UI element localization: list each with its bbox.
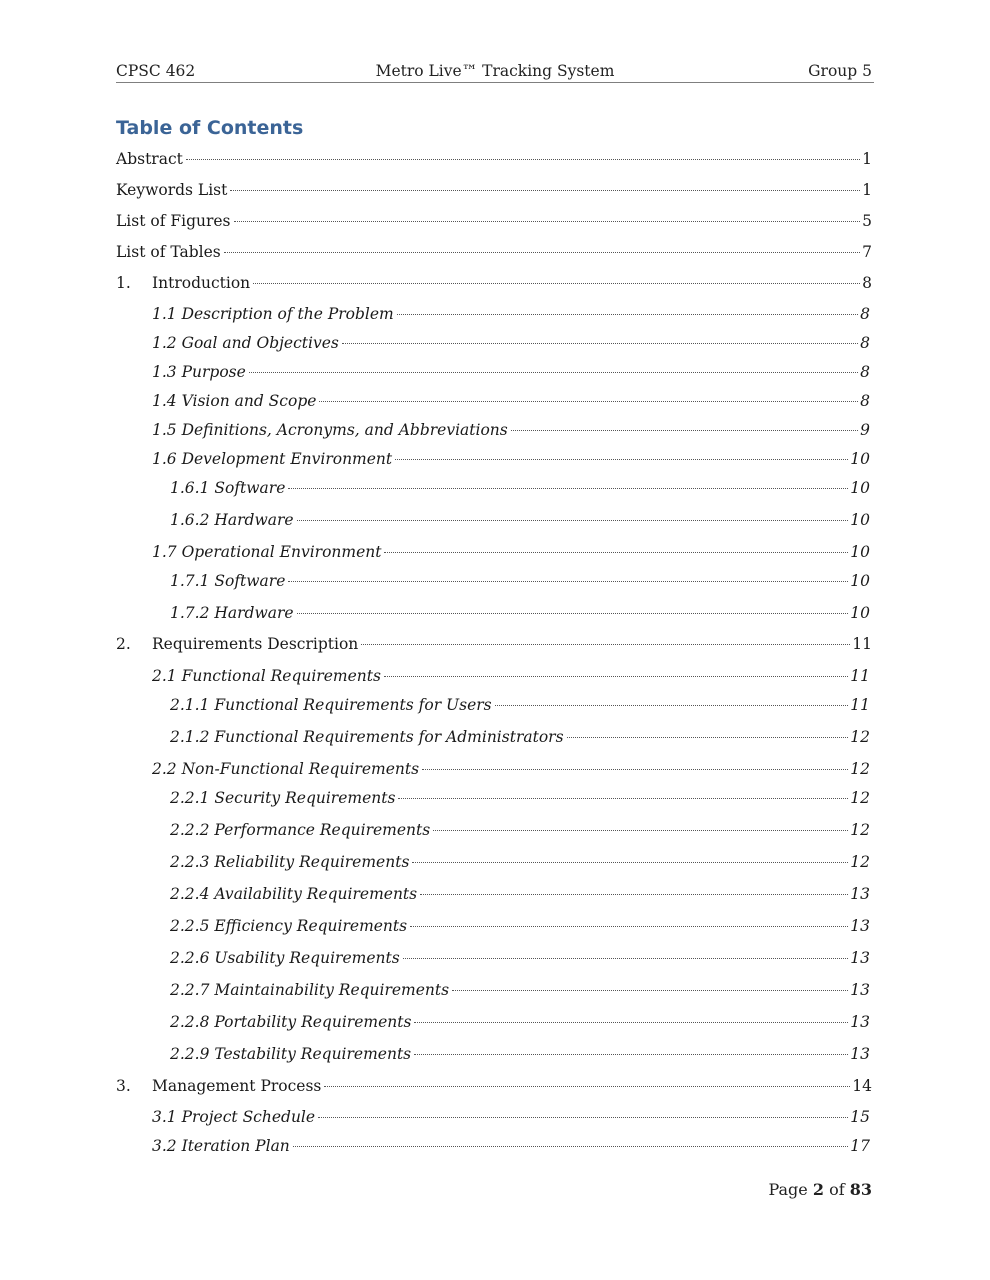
toc-entry-page-number: 8 — [860, 305, 870, 323]
toc-entry-label: List of Figures — [116, 212, 231, 230]
toc-entry[interactable] — [116, 789, 874, 807]
toc-entry-label: 1.6.2 Hardware — [170, 511, 294, 529]
toc-entry-page-number: 13 — [850, 1045, 870, 1063]
dot-leader — [422, 769, 848, 770]
toc-entry-label: 1.7.2 Hardware — [170, 604, 294, 622]
dot-leader — [410, 926, 848, 927]
dot-leader — [511, 430, 858, 431]
toc-entry-page-number: 8 — [862, 274, 872, 292]
toc-entry-label: 2.1.2 Functional Requirements for Administrators — [170, 728, 564, 746]
toc-entry[interactable] — [116, 305, 874, 323]
toc-entry-label: 1.5 Definitions, Acronyms, and Abbreviations — [152, 421, 508, 439]
toc-entry-label: 1.6.1 Software — [170, 479, 286, 497]
dot-leader — [288, 581, 848, 582]
toc-entry[interactable] — [116, 572, 874, 590]
toc-entry[interactable] — [116, 243, 874, 261]
toc-entry-label: 1.2 Goal and Objectives — [152, 334, 339, 352]
toc-entry[interactable] — [116, 511, 874, 529]
dot-leader — [414, 1054, 848, 1055]
toc-entry-label: 2.2.1 Security Requirements — [170, 789, 396, 807]
toc-entry[interactable] — [116, 1013, 874, 1031]
toc-entry-label: Abstract — [116, 150, 183, 168]
dot-leader — [384, 676, 848, 677]
toc-entry-label: Requirements Description — [152, 635, 359, 653]
toc-entry-label: 2.2.7 Maintainability Requirements — [170, 981, 450, 999]
toc-entry[interactable] — [116, 212, 874, 230]
toc-entry-page-number: 12 — [850, 728, 870, 746]
page-header — [116, 60, 874, 83]
toc-entry-page-number: 7 — [862, 243, 872, 261]
dot-leader — [342, 343, 858, 344]
dot-leader — [186, 159, 860, 160]
dot-leader — [234, 221, 861, 222]
toc-entry-label: 1.7.1 Software — [170, 572, 286, 590]
dot-leader — [412, 862, 848, 863]
toc-entry-page-number: 8 — [860, 392, 870, 410]
footer-total-pages: 83 — [849, 1180, 872, 1199]
toc-entry-page-number: 11 — [850, 696, 870, 714]
dot-leader — [395, 459, 848, 460]
dot-leader — [397, 314, 858, 315]
dot-leader — [318, 1117, 848, 1118]
toc-entry-label: 2.1 Functional Requirements — [152, 667, 381, 685]
dot-leader — [249, 372, 858, 373]
toc-entry[interactable] — [116, 543, 874, 561]
dot-leader — [452, 990, 848, 991]
toc-entry[interactable] — [116, 760, 874, 778]
toc-entry[interactable] — [116, 274, 874, 292]
toc-entry-page-number: 12 — [850, 760, 870, 778]
toc-entry[interactable] — [116, 1077, 874, 1095]
dot-leader — [398, 798, 848, 799]
toc-entry[interactable] — [116, 949, 874, 967]
toc-entry-page-number: 9 — [860, 421, 870, 439]
dot-leader — [288, 488, 848, 489]
toc-entry-label: 1.3 Purpose — [152, 363, 246, 381]
toc-entry[interactable] — [116, 392, 874, 410]
toc-entry[interactable] — [116, 450, 874, 468]
page-footer — [768, 1180, 872, 1199]
table-of-contents — [116, 146, 874, 1156]
dot-leader — [495, 705, 849, 706]
toc-entry-label: Management Process — [152, 1077, 322, 1095]
toc-entry-label: Keywords List — [116, 181, 228, 199]
toc-entry-page-number: 15 — [850, 1108, 870, 1126]
toc-entry-page-number: 17 — [850, 1137, 870, 1155]
toc-entry-label: 1.4 Vision and Scope — [152, 392, 317, 410]
toc-entry[interactable] — [116, 667, 874, 685]
toc-entry[interactable] — [116, 917, 874, 935]
toc-entry-page-number: 10 — [850, 572, 870, 590]
toc-entry[interactable] — [116, 150, 874, 168]
toc-entry[interactable] — [116, 1137, 874, 1155]
toc-entry-page-number: 10 — [850, 450, 870, 468]
toc-entry[interactable] — [116, 885, 874, 903]
header-title: Metro Live™ Tracking System — [375, 62, 615, 80]
dot-leader — [297, 613, 849, 614]
toc-entry[interactable] — [116, 853, 874, 871]
toc-entry-page-number: 1 — [862, 181, 872, 199]
toc-entry-page-number: 12 — [850, 821, 870, 839]
toc-entry-page-number: 14 — [852, 1077, 872, 1095]
toc-entry-label: 2.2 Non-Functional Requirements — [152, 760, 420, 778]
toc-entry-number: 2. — [116, 635, 131, 653]
toc-entry[interactable] — [116, 604, 874, 622]
dot-leader — [324, 1086, 850, 1087]
toc-entry[interactable] — [116, 696, 874, 714]
toc-entry-label: Introduction — [152, 274, 251, 292]
toc-entry-label: List of Tables — [116, 243, 221, 261]
toc-entry-page-number: 10 — [850, 479, 870, 497]
toc-entry-label: 2.1.1 Functional Requirements for Users — [170, 696, 492, 714]
toc-entry-page-number: 12 — [850, 853, 870, 871]
toc-entry-label: 3.2 Iteration Plan — [152, 1137, 290, 1155]
toc-entry-page-number: 1 — [862, 150, 872, 168]
toc-entry-label: 1.1 Description of the Problem — [152, 305, 394, 323]
toc-entry-label: 3.1 Project Schedule — [152, 1108, 316, 1126]
dot-leader — [297, 520, 849, 521]
toc-entry-label: 2.2.5 Efficiency Requirements — [170, 917, 408, 935]
dot-leader — [433, 830, 848, 831]
toc-entry-number: 3. — [116, 1077, 131, 1095]
dot-leader — [567, 737, 849, 738]
toc-entry[interactable] — [116, 363, 874, 381]
toc-entry-label: 2.2.9 Testability Requirements — [170, 1045, 412, 1063]
toc-entry-label: 1.7 Operational Environment — [152, 543, 382, 561]
toc-entry-page-number: 11 — [852, 635, 872, 653]
toc-entry[interactable] — [116, 181, 874, 199]
toc-entry-label: 2.2.8 Portability Requirements — [170, 1013, 412, 1031]
dot-leader — [414, 1022, 848, 1023]
footer-of: of — [829, 1180, 845, 1199]
dot-leader — [230, 190, 860, 191]
toc-entry[interactable] — [116, 821, 874, 839]
header-course: CPSC 462 — [116, 62, 196, 80]
toc-entry[interactable] — [116, 981, 874, 999]
toc-entry-page-number: 13 — [850, 981, 870, 999]
dot-leader — [293, 1146, 848, 1147]
toc-entry[interactable] — [116, 1045, 874, 1063]
toc-heading: Table of Contents — [116, 117, 304, 139]
toc-entry-page-number: 13 — [850, 949, 870, 967]
dot-leader — [403, 958, 849, 959]
toc-entry[interactable] — [116, 728, 874, 746]
toc-entry-page-number: 10 — [850, 543, 870, 561]
toc-entry-page-number: 13 — [850, 885, 870, 903]
dot-leader — [319, 401, 858, 402]
dot-leader — [384, 552, 848, 553]
toc-entry-page-number: 13 — [850, 1013, 870, 1031]
toc-entry[interactable] — [116, 421, 874, 439]
footer-page-prefix: Page — [768, 1180, 808, 1199]
toc-entry[interactable] — [116, 635, 874, 653]
toc-entry-page-number: 10 — [850, 511, 870, 529]
toc-entry[interactable] — [116, 334, 874, 352]
toc-entry-label: 1.6 Development Environment — [152, 450, 393, 468]
toc-entry[interactable] — [116, 479, 874, 497]
toc-entry-number: 1. — [116, 274, 131, 292]
toc-entry-label: 2.2.3 Reliability Requirements — [170, 853, 410, 871]
dot-leader — [224, 252, 860, 253]
toc-entry-page-number: 12 — [850, 789, 870, 807]
footer-current-page: 2 — [812, 1180, 824, 1199]
toc-entry-page-number: 11 — [850, 667, 870, 685]
toc-entry-page-number: 10 — [850, 604, 870, 622]
toc-entry-label: 2.2.2 Performance Requirements — [170, 821, 431, 839]
dot-leader — [361, 644, 850, 645]
toc-entry-label: 2.2.4 Availability Requirements — [170, 885, 418, 903]
toc-entry-page-number: 5 — [862, 212, 872, 230]
toc-entry-label: 2.2.6 Usability Requirements — [170, 949, 400, 967]
toc-entry[interactable] — [116, 1108, 874, 1126]
header-group: Group 5 — [808, 62, 872, 80]
dot-leader — [420, 894, 848, 895]
toc-entry-page-number: 8 — [860, 334, 870, 352]
toc-entry-page-number: 8 — [860, 363, 870, 381]
toc-entry-page-number: 13 — [850, 917, 870, 935]
dot-leader — [253, 283, 860, 284]
